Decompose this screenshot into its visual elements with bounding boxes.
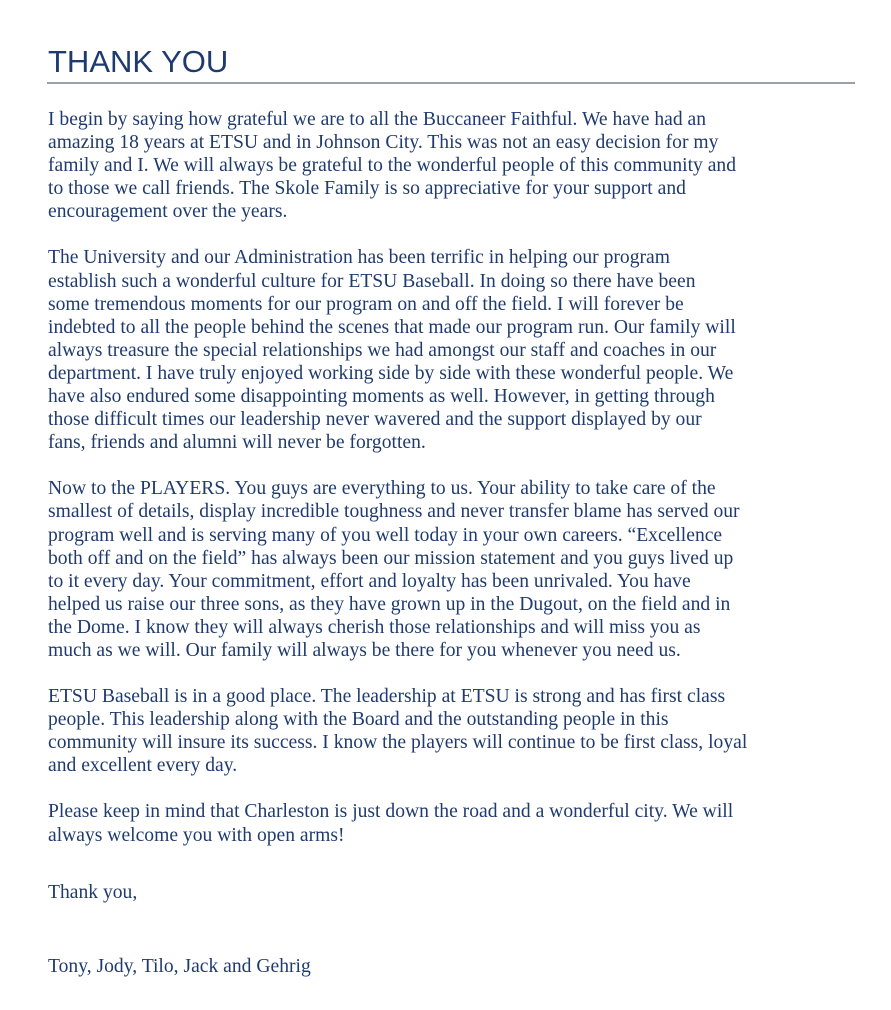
page-title: THANK YOU bbox=[48, 44, 229, 79]
paragraph-charleston: Please keep in mind that Charleston is just down the road and a wonderful city. We will always welcome you with open arms! bbox=[48, 801, 734, 846]
title-divider bbox=[47, 82, 855, 84]
letter-body bbox=[48, 108, 860, 847]
paragraph-future: ETSU Baseball is in a good place. The leadership at ETSU is strong and has first class people. This leadership along with the Board and the outstanding people in this community will insure its success. I know the players will continue to be first class, loyal and excellent every day. bbox=[48, 686, 748, 777]
signature-line: Tony, Jody, Tilo, Jack and Gehrig bbox=[48, 956, 311, 977]
paragraph-players: Now to the PLAYERS. You guys are everything to us. Your ability to take care of the smallest of details, display incredible toughness and never transfer blame has served our program well and is serving many of you well today in your own careers. “Excellence both off and on the field” has always been our mission statement and you guys lived up to it every day. Your commitment, effort and loyalty has been unrivaled. You have helped us raise our three sons, as they have grown up in the Dugout, on the field and in the Dome. I know they will always cherish those relationships and will miss you as much as we will. Our family will always be there for you whenever you need us. bbox=[48, 478, 740, 661]
paragraph-administration: The University and our Administration has been terrific in helping our program establish such a wonderful culture for ETSU Baseball. In doing so there have been some tremendous moments for our program on and off the field. I will forever be indebted to all the people behind the scenes that made our program run. Our family will always treasure the special relationships we had amongst our staff and coaches in our department. I have truly enjoyed working side by side with these wonderful people. We have also endured some disappointing moments as well. However, in getting through those difficult times our leadership never wavered and the support displayed by our fans, friends and alumni will never be forgotten. bbox=[48, 247, 736, 454]
paragraph-gratitude: I begin by saying how grateful we are to all the Buccaneer Faithful. We have had an amazing 18 years at ETSU and in Johnson City. This was not an easy decision for my family and I. We will always be grateful to the wonderful people of this community and to those we call friends. The Skole Family is so appreciative for your support and encouragement over the years. bbox=[48, 109, 737, 223]
closing-line: Thank you, bbox=[48, 882, 138, 903]
